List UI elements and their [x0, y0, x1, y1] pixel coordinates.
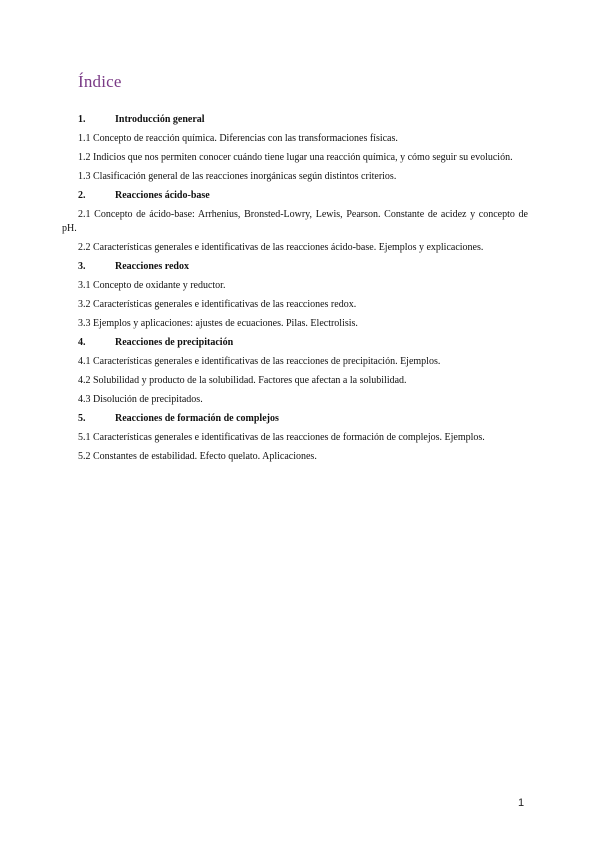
section-number: 1.	[78, 114, 86, 125]
toc-item: 4.2 Solubilidad y producto de la solubilidad. Factores que afectan a la solubilidad.	[78, 375, 407, 386]
toc-item: 2.1 Concepto de ácido-base: Arrhenius, Bronsted-Lowry, Lewis, Pearson. Constante de acidez y concepto de pH.	[62, 209, 528, 234]
toc-item: 3.3 Ejemplos y aplicaciones: ajustes de ecuaciones. Pilas. Electrolisis.	[78, 318, 358, 329]
section-heading-2	[62, 189, 528, 202]
toc-item: 1.1 Concepto de reacción química. Diferencias con las transformaciones físicas.	[78, 133, 398, 144]
section-heading-3	[62, 260, 528, 273]
section-heading-5	[62, 412, 528, 425]
page-number: 1	[518, 797, 525, 809]
toc-item: 3.1 Concepto de oxidante y reductor.	[78, 280, 226, 291]
toc-item: 5.2 Constantes de estabilidad. Efecto quelato. Aplicaciones.	[78, 451, 317, 462]
section-heading-4	[62, 336, 528, 349]
toc-item: 2.2 Características generales e identificativas de las reacciones ácido-base. Ejemplos y explicaciones.	[78, 242, 484, 253]
section-number: 3.	[78, 261, 86, 272]
section-title: Introducción general	[115, 114, 205, 125]
table-of-contents	[62, 113, 528, 469]
toc-item: 4.3 Disolución de precipitados.	[78, 394, 203, 405]
toc-item: 1.3 Clasificación general de las reacciones inorgánicas según distintos criterios.	[78, 171, 397, 182]
section-title: Reacciones ácido-base	[115, 190, 210, 201]
section-number: 4.	[78, 337, 86, 348]
toc-item: 3.2 Características generales e identificativas de las reacciones redox.	[78, 299, 357, 310]
toc-item: 5.1 Características generales e identificativas de las reacciones de formación de complejos. Ejemplos.	[78, 432, 485, 443]
section-number: 2.	[78, 190, 86, 201]
section-title: Reacciones de formación de complejos	[115, 413, 279, 424]
section-heading-1	[62, 113, 528, 126]
section-title: Reacciones de precipitación	[115, 337, 234, 348]
toc-item: 4.1 Características generales e identificativas de las reacciones de precipitación. Ejemplos.	[78, 356, 441, 367]
section-number: 5.	[78, 413, 86, 424]
toc-item: 1.2 Indicios que nos permiten conocer cuándo tiene lugar una reacción química, y cómo seguir su evolución.	[78, 152, 513, 163]
index-title: Índice	[78, 72, 122, 91]
section-title: Reacciones redox	[115, 261, 189, 272]
